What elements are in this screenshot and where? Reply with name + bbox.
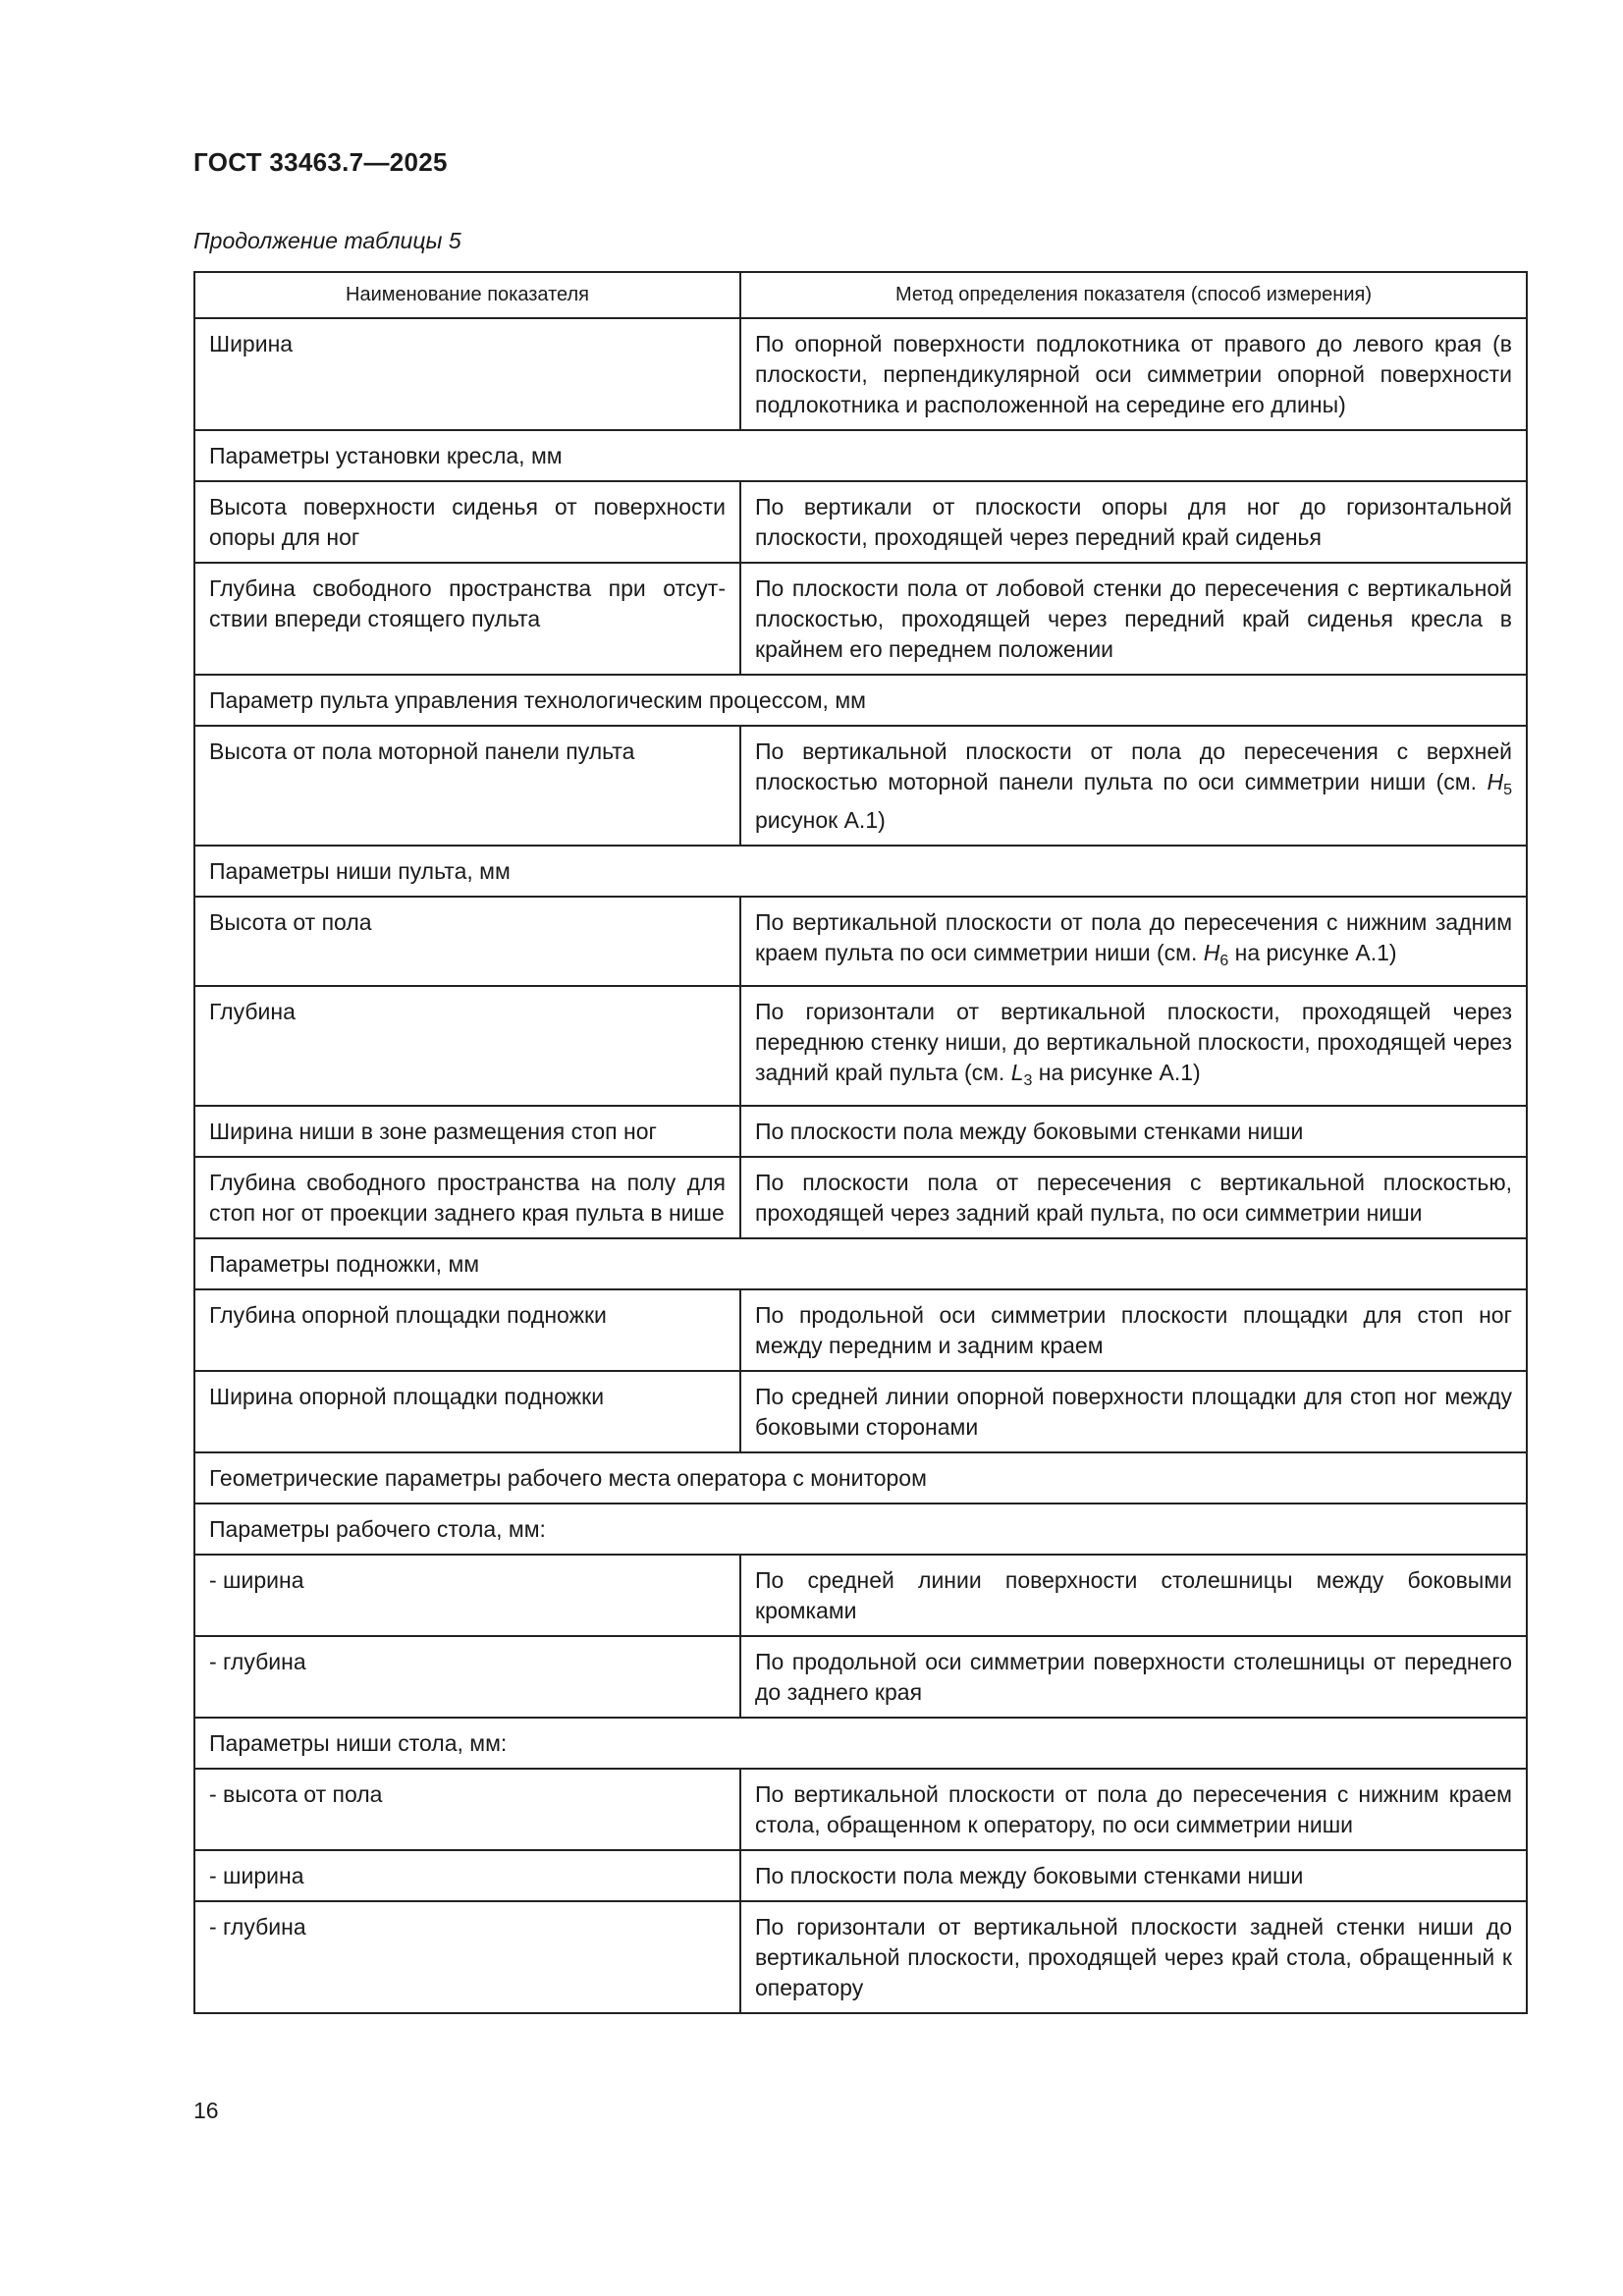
parameter-name: - высота от пола (194, 1769, 740, 1850)
table-row (194, 1769, 1527, 1850)
measurement-method: По средней линии поверхности столешницы между боковыми кромками (740, 1555, 1527, 1636)
table-row (194, 318, 1527, 430)
table-row (194, 1555, 1527, 1636)
measurement-method: По вертикальной плоскости от пола до пересечения с нижним краем стола, обращенном к оператору, по оси симметрии ниши (740, 1769, 1527, 1850)
measurement-method: По продольной оси симметрии плоскости площадки для стоп ног между передним и задним краем (740, 1289, 1527, 1371)
table-row (194, 481, 1527, 563)
parameter-name: Глубина свободного пространства на полу для стоп ног от проекции заднего края пульта в нише (194, 1157, 740, 1238)
measurement-method: По вертикали от плоскости опоры для ног до горизонтальной плоскости, проходящей через передний край сиденья (740, 481, 1527, 563)
parameter-name: Ширина (194, 318, 740, 430)
measurement-method: По опорной поверхности подлокотника от правого до левого края (в плоскости, перпендикулярной оси симметрии опорной поверхности подлокотника и расположенной на середине его длины) (740, 318, 1527, 430)
table-row (194, 1901, 1527, 2013)
table-row (194, 1371, 1527, 1452)
table-section-row (194, 675, 1527, 726)
table-row (194, 563, 1527, 675)
measurement-method (740, 726, 1527, 846)
parameter-name: - ширина (194, 1850, 740, 1901)
page-number: 16 (193, 2098, 219, 2123)
parameter-name: - глубина (194, 1901, 740, 2013)
column-header-name: Наименование показателя (194, 272, 740, 318)
dimension-symbol: H (1203, 940, 1220, 965)
table-section-row (194, 1718, 1527, 1769)
table-row (194, 1850, 1527, 1901)
document-id: ГОСТ 33463.7—2025 (193, 147, 448, 177)
table-row (194, 1636, 1527, 1718)
measurement-method: По плоскости пола между боковыми стенками ниши (740, 1850, 1527, 1901)
measurement-method: По продольной оси симметрии поверхности столешницы от переднего до заднего края (740, 1636, 1527, 1718)
method-text: рисунок А.1) (755, 807, 886, 833)
column-header-method: Метод определения показателя (способ измерения) (740, 272, 1527, 318)
table-body (194, 318, 1527, 2013)
table-continuation-caption: Продолжение таблицы 5 (193, 228, 461, 253)
measurement-method: По горизонтали от вертикальной плоскости задней стенки ниши до вертикальной плоскости, проходящей через край стола, обращенный к оператору (740, 1901, 1527, 2013)
parameter-name: Глубина опорной площадки подножки (194, 1289, 740, 1371)
table-row (194, 1106, 1527, 1157)
parameter-name: Ширина ниши в зоне размещения стоп ног (194, 1106, 740, 1157)
measurement-method: По средней линии опорной поверхности площадки для стоп ног между боковыми сторонами (740, 1371, 1527, 1452)
table-row (194, 986, 1527, 1106)
dimension-subscript: 5 (1503, 782, 1512, 798)
section-title: Параметр пульта управления технологическим процессом, мм (194, 675, 1527, 726)
table-section-row (194, 1238, 1527, 1289)
dimension-symbol: H (1487, 769, 1504, 794)
parameter-name: Глубина свободного пространства при отсутствии впереди стоящего пульта (194, 563, 740, 675)
table-section-row (194, 1452, 1527, 1503)
table-section-row (194, 430, 1527, 481)
table-row (194, 1157, 1527, 1238)
method-text: на рисунке А.1) (1032, 1060, 1201, 1085)
parameter-name: Высота от пола моторной панели пульта (194, 726, 740, 846)
section-title: Параметры подножки, мм (194, 1238, 1527, 1289)
parameter-name: Глубина (194, 986, 740, 1106)
dimension-subscript: 6 (1219, 953, 1229, 969)
table-row (194, 726, 1527, 846)
method-text: на рисунке А.1) (1228, 940, 1397, 965)
method-text: По горизонтали от вертикальной плоскости, проходящей через переднюю стенку ниши, до вертикальной плоскости, проходящей через задний край пульта (см. (755, 999, 1512, 1085)
table-row (194, 897, 1527, 986)
section-title: Геометрические параметры рабочего места оператора с монитором (194, 1452, 1527, 1503)
measurement-method: По плоскости пола между боковыми стенками ниши (740, 1106, 1527, 1157)
parameter-name: Высота от пола (194, 897, 740, 986)
section-title: Параметры рабочего стола, мм: (194, 1503, 1527, 1555)
measurement-method (740, 897, 1527, 986)
section-title: Параметры ниши пульта, мм (194, 846, 1527, 897)
table-section-row (194, 1503, 1527, 1555)
section-title: Параметры ниши стола, мм: (194, 1718, 1527, 1769)
parameter-name: Ширина опорной площадки подножки (194, 1371, 740, 1452)
table-row (194, 1289, 1527, 1371)
section-title: Параметры установки кресла, мм (194, 430, 1527, 481)
table-header-row (194, 272, 1527, 318)
parameters-table (193, 271, 1528, 2014)
measurement-method: По плоскости пола от пересечения с вертикальной плоскостью, проходящей через задний край пульта, по оси симметрии ниши (740, 1157, 1527, 1238)
table-section-row (194, 846, 1527, 897)
measurement-method: По плоскости пола от лобовой стенки до пересечения с вертикальной плоскостью, проходящей через передний край сиденья кресла в крайнем его переднем положении (740, 563, 1527, 675)
method-text: По вертикальной плоскости от пола до пересечения с нижним задним краем пульта по оси симметрии ниши (см. (755, 909, 1512, 965)
dimension-symbol: L (1010, 1060, 1024, 1085)
measurement-method (740, 986, 1527, 1106)
parameter-name: - ширина (194, 1555, 740, 1636)
dimension-subscript: 3 (1023, 1072, 1033, 1089)
parameter-name: - глубина (194, 1636, 740, 1718)
method-text: По вертикальной плоскости от пола до пересечения с верхней плоскостью моторной панели пульта по оси симметрии ниши (см. (755, 738, 1512, 794)
parameter-name: Высота поверхности сиденья от поверхности опоры для ног (194, 481, 740, 563)
